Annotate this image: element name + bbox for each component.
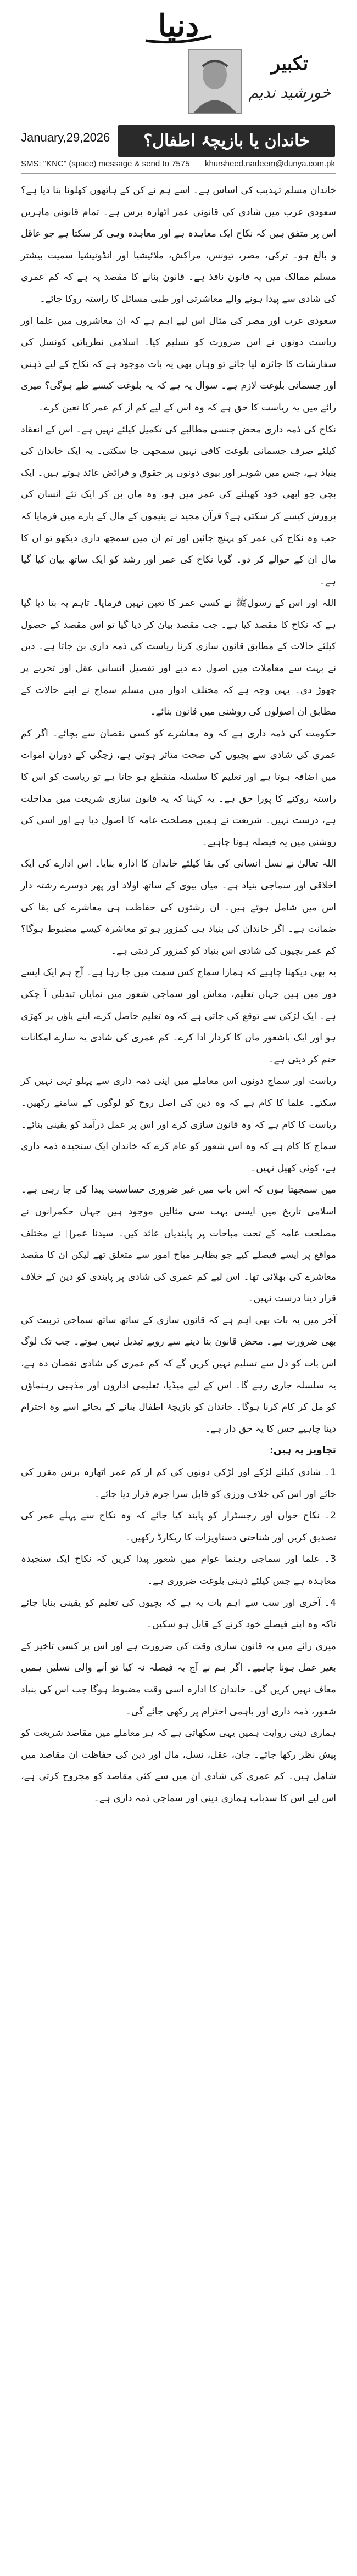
- paragraph: حکومت کی ذمہ داری ہے کہ وہ معاشرے کو کسی نقصان سے بچائے۔ اگر کم عمری کی شادی سے بچیوں کی صحت متاثر ہوتی ہے، زچگی کے دوران اموات میں اضافہ ہوتا ہے اور تعلیم کا سلسلہ منقطع ہو جاتا ہے تو ریاست کو اس کا راستہ روکنے کا پورا حق ہے۔ یہ کہنا کہ یہ قانون سازی شریعت میں مداخلت ہے، درست نہیں۔ شریعت نے ہمیں مصلحت عامہ کا اصول دیا ہے اور اسی کی روشنی میں یہ فیصلہ ہونا چاہیے۔: [21, 728, 336, 848]
- proposal-item: 2۔ نکاح خواں اور رجسٹرار کو پابند کیا جائے کہ وہ نکاح سے پہلے عمر کی تصدیق کریں اور شناختی دستاویزات کا ریکارڈ رکھیں۔: [21, 1510, 336, 1543]
- publish-date: January,29,2026: [21, 131, 110, 144]
- columnist-name: خورشید ندیم: [248, 83, 331, 102]
- headline: خاندان یا بازیچۂ اطفال؟: [143, 131, 310, 150]
- masthead-logo: [140, 2, 217, 49]
- paragraph: سعودی عرب اور مصر کی مثال اس لیے اہم ہے کہ ان معاشروں میں علما اور ریاست دونوں نے اس ضرورت کو تسلیم کیا۔ اسلامی نظریاتی کونسل کی سفارشات کا جائزہ لیا جائے تو وہاں بھی یہ بات موجود ہے کہ نکاح کے لیے ذہنی اور جسمانی بلوغت لازم ہے۔ سوال یہ ہے کہ یہ بلوغت کیسے طے ہوگی؟ میری رائے میں یہ ریاست کا حق ہے کہ وہ اس کے لیے کم از کم عمر کا تعین کرے۔: [21, 315, 336, 413]
- paragraph: خاندان مسلم تہذیب کی اساس ہے۔ اسے ہم نے کن کے ہاتھوں کھلونا بنا دیا ہے؟ سعودی عرب میں شادی کی قانونی عمر اٹھارہ برس ہے۔ تمام قانونی ماہرین اس پر متفق ہیں کہ نکاح ایک معاہدہ ہے اور معاہدہ وہی کر سکتا ہے جو عاقل و بالغ ہو۔ ترکی، مصر، تیونس، مراکش، ملائیشیا اور انڈونیشیا سمیت بیشتر مسلم ممالک میں یہ قانون نافذ ہے۔ قانون بنانے کا مقصد یہ ہے کہ کم عمری کی شادی سے پیدا ہونے والے معاشرتی اور طبی مسائل کا راستہ روکا جائے۔: [21, 185, 336, 305]
- article-body: [21, 180, 336, 1810]
- proposals-heading: تجاویز یہ ہیں:: [269, 1445, 336, 1456]
- headline-bar: [118, 125, 335, 157]
- columnist-portrait-icon: [189, 50, 241, 113]
- author-email[interactable]: khursheed.nadeem@dunya.com.pk: [204, 159, 335, 168]
- paragraph: ریاست اور سماج دونوں اس معاملے میں اپنی ذمہ داری سے پہلو تہی نہیں کر سکتے۔ علما کا کام ہے کہ وہ دین کی اصل روح کو لوگوں کے سامنے رکھیں۔ ریاست کا کام ہے کہ وہ قانون سازی کرے اور اس پر عمل درآمد کو یقینی بنائے۔ سماج کا کام ہے کہ وہ اس شعور کو عام کرے کہ خاندان ایک سنجیدہ ذمہ داری ہے، کوئی کھیل نہیں۔: [21, 1076, 336, 1174]
- proposal-item: 4۔ آخری اور سب سے اہم بات یہ ہے کہ بچیوں کی تعلیم کو یقینی بنایا جائے تاکہ وہ اپنے فیصلے خود کرنے کے قابل ہو سکیں۔: [21, 1597, 336, 1630]
- proposal-item: 3۔ علما اور سماجی رہنما عوام میں شعور پیدا کریں کہ نکاح ایک سنجیدہ معاہدہ ہے جس کیلئے ذہنی بلوغت ضروری ہے۔: [21, 1554, 336, 1587]
- proposal-item: 1۔ شادی کیلئے لڑکے اور لڑکی دونوں کی کم از کم عمر اٹھارہ برس مقرر کی جائے اور اس کی خلاف ورزی کو قابل سزا جرم قرار دیا جائے۔: [21, 1467, 336, 1500]
- paragraph: آخر میں یہ بات بھی اہم ہے کہ قانون سازی کے ساتھ ساتھ سماجی تربیت کی بھی ضرورت ہے۔ محض قانون بنا دینے سے رویے تبدیل نہیں ہوتے۔ جب تک لوگ اس بات کو دل سے تسلیم نہیں کریں گے کہ کم عمری کی شادی نقصان دہ ہے، یہ سلسلہ جاری رہے گا۔ اس کے لیے میڈیا، تعلیمی اداروں اور مذہبی رہنماؤں کو مل کر کام کرنا ہوگا۔ خاندان کو بازیچۂ اطفال بنانے کے بجائے اسے وہ احترام دینا چاہیے جس کا یہ حق دار ہے۔: [21, 1314, 336, 1435]
- column-name: تکبیر: [271, 53, 309, 75]
- paragraph: اللہ تعالیٰ نے نسل انسانی کی بقا کیلئے خاندان کا ادارہ بنایا۔ اس ادارے کی ایک اخلاقی اور سماجی بنیاد ہے۔ میاں بیوی کے ساتھ اولاد اور پھر دوسرے رشتہ دار اس میں شامل ہوتے ہیں۔ ان رشتوں کی حفاظت ہی معاشرے کی بقا کی ضمانت ہے۔ اگر خاندان کی بنیاد ہی کمزور ہو تو معاشرہ کیسے مضبوط ہوگا؟ کم عمر بچیوں کی شادی اس بنیاد کو کمزور کر دیتی ہے۔: [21, 858, 336, 957]
- paragraph: نکاح کی ذمہ داری محض جنسی مطالبے کی تکمیل کیلئے نہیں ہے۔ اس کے انعقاد کیلئے صرف جسمانی بلوغت کافی نہیں سمجھی جا سکتی۔ یہ ایک خاندان کی بنیاد ہے، جس میں شوہر اور بیوی دونوں پر حقوق و فرائض عائد ہوتے ہیں۔ ایک بچی جو ابھی خود کھیلنے کی عمر میں ہو، وہ ماں بن کر ایک نئے انسان کی پرورش کیسے کر سکتی ہے؟ قرآن مجید نے یتیموں کے مال کے بارے میں فرمایا کہ جب وہ نکاح کی عمر کو پہنچ جائیں اور تم ان میں سمجھ داری دیکھو تو ان کا مال ان کے حوالے کر دو۔ گویا نکاح کی عمر اور رشد کو ایک ساتھ بیان کیا گیا ہے۔: [21, 424, 336, 587]
- sms-info: SMS: "KNC" (space) message & send to 7575: [21, 159, 190, 168]
- paragraph: میں سمجھتا ہوں کہ اس باب میں غیر ضروری حساسیت پیدا کی جا رہی ہے۔ اسلامی تاریخ میں ایسی بہت سی مثالیں موجود ہیں جہاں حکمرانوں نے مصلحت عامہ کے تحت مباحات پر پابندیاں عائد کیں۔ سیدنا عمرؓ نے مختلف مواقع پر ایسے فیصلے کیے جو بظاہر مباح امور سے متعلق تھے لیکن ان کا مقصد معاشرے کی بھلائی تھا۔ اس لیے کم عمری کی شادی پر پابندی کو دین کے خلاف قرار دینا درست نہیں۔: [21, 1184, 336, 1304]
- column-header: [0, 0, 357, 181]
- header-divider: [21, 173, 336, 174]
- columnist-photo: [188, 49, 242, 114]
- paragraph: یہ بھی دیکھنا چاہیے کہ ہمارا سماج کس سمت میں جا رہا ہے۔ آج ہم ایک ایسے دور میں ہیں جہاں تعلیم، معاش اور سماجی شعور میں نمایاں تبدیلی آ چکی ہے۔ ایک لڑکی سے توقع کی جاتی ہے کہ وہ تعلیم حاصل کرے، اپنے پاؤں پر کھڑی ہو اور ایک باشعور ماں کا کردار ادا کرے۔ کم عمری کی شادی یہ سارے امکانات ختم کر دیتی ہے۔: [21, 967, 336, 1065]
- closing-paragraph: میری رائے میں یہ قانون سازی وقت کی ضرورت ہے اور اس پر کسی تاخیر کے بغیر عمل ہونا چاہیے۔ اگر ہم نے آج یہ فیصلہ نہ کیا تو آنے والی نسلیں ہمیں معاف نہیں کریں گی۔ خاندان کا ادارہ اسی وقت مضبوط ہوگا جب اس کی بنیاد شعور، ذمہ داری اور باہمی احترام پر رکھی جائے گی۔: [21, 1640, 336, 1717]
- paragraph: اللہ اور اس کے رسولﷺ نے کسی عمر کا تعین نہیں فرمایا۔ تاہم یہ بتا دیا گیا ہے کہ نکاح کا مقصد کیا ہے۔ جب مقصد بیان کر دیا گیا تو اس مقصد کے حصول کیلئے حالات کے مطابق قانون سازی کرنا ریاست کی ذمہ داری بن جاتا ہے۔ دین نے بہت سے معاملات میں اصول دے دیے اور تفصیل انسانی عقل اور تجربے پر چھوڑ دی۔ یہی وجہ ہے کہ مختلف ادوار میں مسلم سماج نے اپنے حالات کے مطابق ان اصولوں کی روشنی میں قانون بنائے۔: [21, 598, 336, 718]
- masthead-logo-text: دنیا: [158, 8, 199, 44]
- closing-paragraph: ہماری دینی روایت ہمیں یہی سکھاتی ہے کہ ہر معاملے میں مقاصد شریعت کو پیش نظر رکھا جائے۔ جان، عقل، نسل، مال اور دین کی حفاظت ان مقاصد میں شامل ہیں۔ کم عمری کی شادی ان میں سے کئی مقاصد کو مجروح کرتی ہے، اس لیے اس کا سدباب ہماری دینی اور سماجی ذمہ داری ہے۔: [21, 1728, 336, 1804]
